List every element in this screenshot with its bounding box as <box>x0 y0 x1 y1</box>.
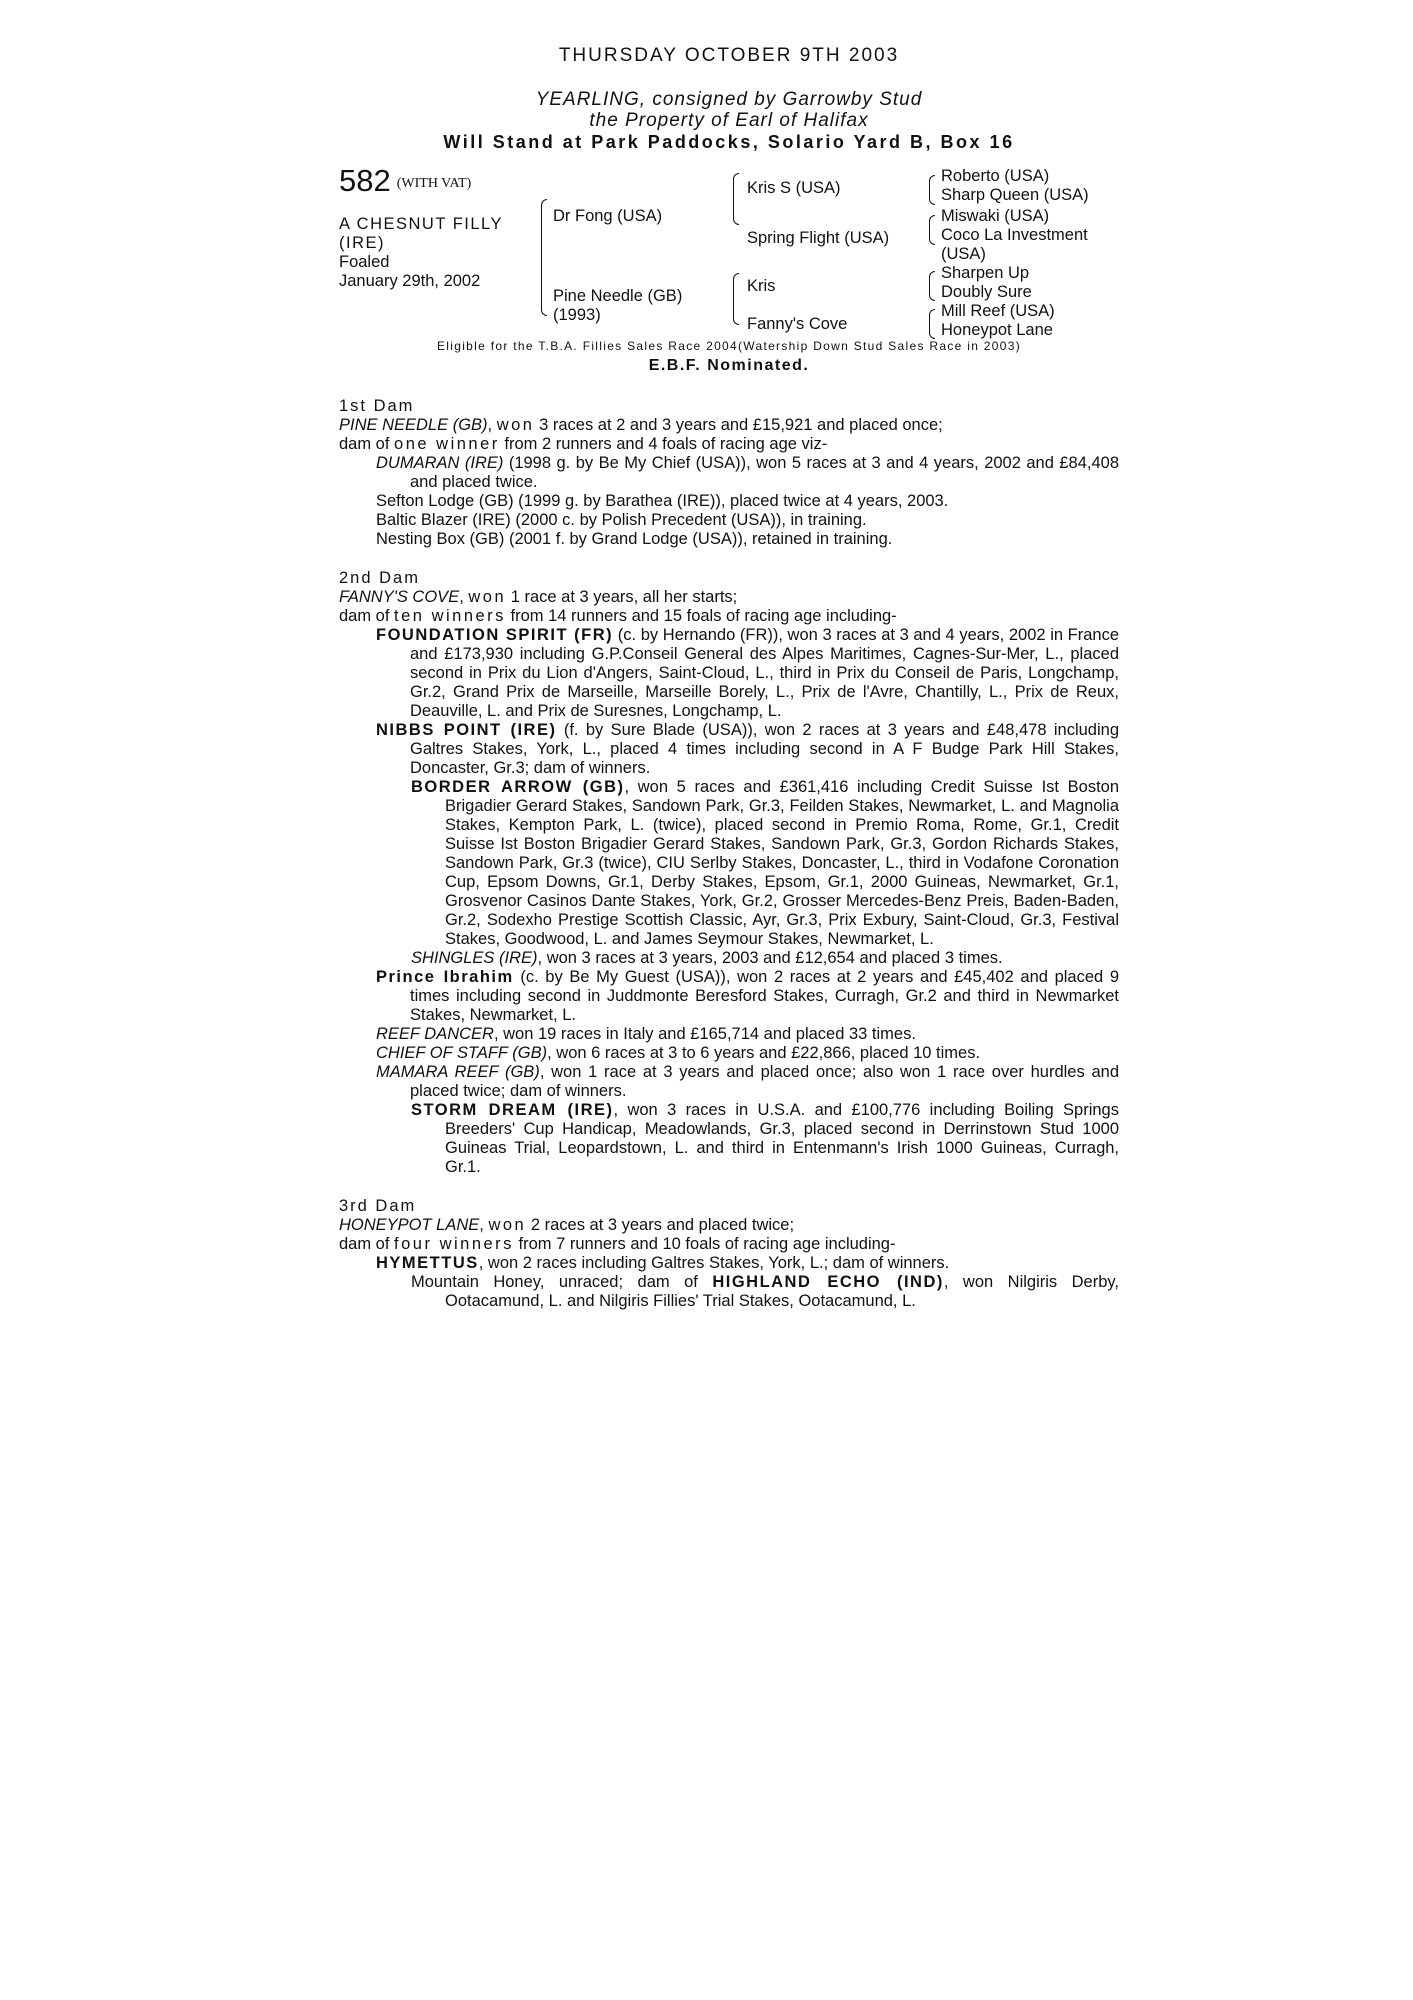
produce-entry: Nesting Box (GB) (2001 f. by Grand Lodge (USA)), retained in training. <box>376 530 893 548</box>
third-dam-heading: 3rd Dam <box>339 1197 417 1215</box>
first-dam-name: PINE NEEDLE (GB) <box>339 416 488 434</box>
produce-entry: CHIEF OF STAFF (GB), won 6 races at 3 to 6 years and £22,866, placed 10 times. <box>376 1044 981 1062</box>
produce-entry: Baltic Blazer (IRE) (2000 c. by Polish Precedent (USA)), in training. <box>376 511 867 529</box>
second-dam-produce-summary: dam of ten winners from 14 runners and 15 foals of racing age including- <box>339 607 897 625</box>
sire-sire-sire: Roberto (USA) <box>941 167 1050 185</box>
produce-entry: Prince Ibrahim (c. by Be My Guest (USA)), won 2 races at 2 years and £45,402 and placed 9 times including second in Juddmonte Beresford Stakes, Curragh, Gr.2 and third in Newmarket Stakes, Newmarket, L. <box>376 968 1120 1024</box>
ds-brace <box>929 271 935 301</box>
dam-dam-dam: Honeypot Lane <box>941 321 1053 339</box>
property-line: the Property of Earl of Halifax <box>589 110 869 131</box>
dam-sire-sire: Sharpen Up <box>941 264 1030 282</box>
pedigree-brace <box>541 199 547 316</box>
third-dam-produce-summary: dam of four winners from 7 runners and 10 foals of racing age including- <box>339 1235 896 1253</box>
stand-location: Will Stand at Park Paddocks, Solario Yard B, Box 16 <box>443 132 1015 152</box>
grandproduce-entry: Mountain Honey, unraced; dam of HIGHLAND ECHO (IND), won Nilgiris Derby, Ootacamund, L. and Nilgiris Fillies' Trial Stakes, Ootacamund, L. <box>411 1273 1119 1310</box>
horse-details <box>339 215 539 291</box>
lot-number <box>339 163 471 202</box>
catalogue-page <box>339 40 1119 1311</box>
dam: Pine Needle (GB) <box>553 287 683 305</box>
sire-dam: Spring Flight (USA) <box>747 229 890 247</box>
produce-entry: NIBBS POINT (IRE) (f. by Sure Blade (USA)), won 2 races at 3 years and £48,478 including Galtres Stakes, York, L., placed 4 times including second in A F Budge Park Hill Stakes, Doncaster, Gr.3; dam of winners. <box>376 721 1119 777</box>
dam-dam: Fanny's Cove <box>747 315 848 333</box>
produce-entry: Sefton Lodge (GB) (1999 g. by Barathea (IRE)), placed twice at 4 years, 2003. <box>376 492 949 510</box>
second-dam-heading: 2nd Dam <box>339 569 420 587</box>
dam-sire: Kris <box>747 277 776 295</box>
consignor-line: YEARLING, consigned by Garrowby Stud <box>535 89 923 110</box>
sd-brace <box>929 215 935 245</box>
sire-dam-dam: Coco La Investment <box>941 226 1088 244</box>
grandproduce-entry: SHINGLES (IRE), won 3 races at 3 years, 2003 and £12,654 and placed 3 times. <box>411 949 1003 967</box>
sire-brace <box>733 173 739 225</box>
sire: Dr Fong (USA) <box>553 207 663 225</box>
third-dam-summary: HONEYPOT LANE, won 2 races at 3 years and placed twice; <box>339 1216 795 1234</box>
produce-entry: FOUNDATION SPIRIT (FR) (c. by Hernando (FR)), won 3 races at 3 and 4 years, 2002 in France and £173,930 including G.P.Conseil General des Alpes Maritimes, Cagnes-Sur-Mer, L., placed second in Prix du Lion d'Angers, Saint-Cloud, L., third in Prix du Conseil de Paris, Longchamp, Gr.2, Grand Prix de Marseille, Marseille Borely, L., Prix de l'Avre, Chantilly, L., Prix de Reux, Deauville, L. and Prix de Suresnes, Longchamp, L. <box>376 626 1120 720</box>
ss-brace <box>929 175 935 205</box>
dam-brace <box>733 273 739 325</box>
vat-note: (WITH VAT) <box>396 176 472 191</box>
sire-sire-dam: Sharp Queen (USA) <box>941 186 1089 204</box>
horse-name: A CHESNUT FILLY <box>339 215 504 233</box>
lot-number-value: 582 <box>339 163 391 198</box>
horse-country: (IRE) <box>339 234 385 252</box>
dam-dam-sire: Mill Reef (USA) <box>941 302 1055 320</box>
first-dam-produce-summary: dam of one winner from 2 runners and 4 foals of racing age viz- <box>339 435 828 453</box>
first-dam-heading: 1st Dam <box>339 397 415 415</box>
dam-year: (1993) <box>553 306 601 324</box>
produce-entry: DUMARAN (IRE) (1998 g. by Be My Chief (USA)), won 5 races at 3 and 4 years, 2002 and £84,408 and placed twice. <box>376 454 1119 491</box>
sire-dam-dam-country: (USA) <box>941 245 986 263</box>
dam-sire-dam: Doubly Sure <box>941 283 1032 301</box>
eligibility-note: Eligible for the T.B.A. Fillies Sales Race 2004(Watership Down Stud Sales Race in 2003) <box>437 339 1021 353</box>
produce-entry: REEF DANCER, won 19 races in Italy and £165,714 and placed 33 times. <box>376 1025 916 1043</box>
foaled-date: January 29th, 2002 <box>339 272 481 290</box>
grandproduce-entry: BORDER ARROW (GB), won 5 races and £361,416 including Credit Suisse Ist Boston Brigadier Gerard Stakes, Sandown Park, Gr.3, Feilden Stakes, Newmarket, L. and Magnolia Stakes, Kempton Park, L. (twice), placed second in Premio Roma, Rome, Gr.1, Credit Suisse Ist Boston Brigadier Gerard Stakes, Sandown Park, Gr.3, Gordon Richards Stakes, Sandown Park, Gr.3 (twice), CIU Serlby Stakes, Doncaster, L., third in Vodafone Coronation Cup, Epsom Downs, Gr.1, Derby Stakes, Epsom, Gr.1, 2000 Guineas, Newmarket, Gr.1, Grosvenor Casinos Dante Stakes, York, Gr.2, Grosser Mercedes-Benz Preis, Baden-Baden, Gr.2, Sodexho Prestige Scottish Classic, Ayr, Gr.3, Prix Exbury, Saint-Cloud, Gr.3, Festival Stakes, Goodwood, L. and James Seymour Stakes, Newmarket, L. <box>411 778 1120 948</box>
produce-entry: MAMARA REEF (GB), won 1 race at 3 years and placed once; also won 1 race over hurdles and placed twice; dam of winners. <box>376 1063 1119 1100</box>
pedigree-table <box>339 163 1119 339</box>
first-dam-summary: PINE NEEDLE (GB), won 3 races at 2 and 3 years and £15,921 and placed once; <box>339 416 943 434</box>
produce-entry: HYMETTUS, won 2 races including Galtres Stakes, York, L.; dam of winners. <box>376 1254 950 1272</box>
second-dam-summary: FANNY'S COVE, won 1 race at 3 years, all her starts; <box>339 588 738 606</box>
sire-sire: Kris S (USA) <box>747 179 841 197</box>
foaled-label: Foaled <box>339 253 390 271</box>
dd-brace <box>929 309 935 339</box>
ebf-note: E.B.F. Nominated. <box>648 357 810 374</box>
sale-date: THURSDAY OCTOBER 9TH 2003 <box>558 45 900 66</box>
sire-dam-sire: Miswaki (USA) <box>941 207 1050 225</box>
grandproduce-entry: STORM DREAM (IRE), won 3 races in U.S.A. and £100,776 including Boiling Springs Breeders' Cup Handicap, Meadowlands, Gr.3, placed second in Derrinstown Stud 1000 Guineas Trial, Leopardstown, L. and third in Entenmann's Irish 1000 Guineas, Curragh, Gr.1. <box>411 1101 1119 1176</box>
